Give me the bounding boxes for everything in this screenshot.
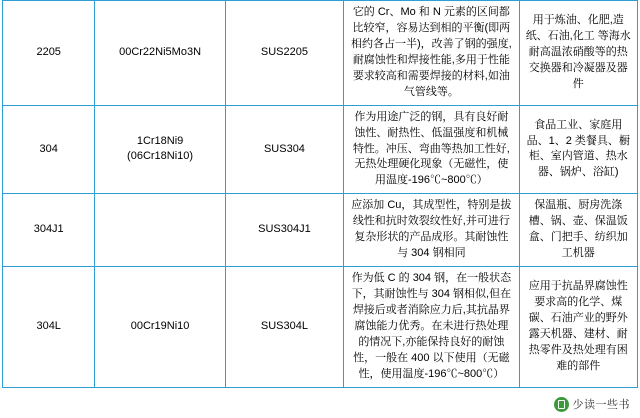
cell-uses: 应用于抗晶界腐蚀性要求高的化学、煤碳、石油产业的野外露天机器、建材、耐热零件及热处理有困难的部件	[519, 267, 637, 388]
cell-grade: 304J1	[3, 194, 95, 267]
cn-code-secondary: (06Cr18Ni10)	[127, 150, 194, 163]
stainless-steel-spec-table	[2, 0, 638, 388]
book-icon	[554, 397, 569, 412]
cell-uses: 用于炼油、化肥,造纸、石油,化工 等海水耐高温浓硝酸等的热交换器和冷凝器及器件	[519, 1, 637, 106]
cell-uses: 保温瓶、厨房洗涤槽、锅、壶、保温饭盒、门把手、纺织加工机器	[519, 194, 637, 267]
cell-properties: 应添加 Cu，其成型性，特别是拔线性和抗时效裂纹性好,并可进行复杂形状的产品成形。其耐蚀性与 304 钢相同	[344, 194, 519, 267]
cell-uses: 食品工业、家庭用品、1、2 类餐具、橱柜、室内管道、热水器、锅炉、浴缸)	[519, 105, 637, 194]
watermark-label: 少读一些书	[572, 399, 630, 411]
cell-sus-code: SUS304L	[225, 267, 343, 388]
cell-cn-code	[95, 194, 225, 267]
watermark	[550, 394, 635, 414]
table-row	[3, 105, 638, 194]
cell-properties: 作为用途广泛的钢，具有良好耐蚀性、耐热性、低温强度和机械特性。冲压、弯曲等热加工性好,无热处理硬化现象（无磁性，使用温度-196℃~800℃）	[344, 105, 519, 194]
cell-properties: 作为低 C 的 304 钢，在一般状态下，其耐蚀性与 304 钢相似,但在焊接后或者消除应力后,其抗晶界腐蚀能力优秀。在未进行热处理的情况下,亦能保持良好的耐蚀性，一般在 400 以下使用（无磁性，使用温度-196℃~800℃）	[344, 267, 519, 388]
cell-sus-code: SUS304	[225, 105, 343, 194]
cell-sus-code: SUS304J1	[225, 194, 343, 267]
cell-cn-code: 00Cr19Ni10	[95, 267, 225, 388]
cell-cn-code: 00Cr22Ni5Mo3N	[95, 1, 225, 106]
cell-cn-code	[95, 105, 225, 194]
cell-grade: 2205	[3, 1, 95, 106]
table-body	[3, 1, 638, 388]
cell-grade: 304	[3, 105, 95, 194]
table-row	[3, 194, 638, 267]
cell-properties: 它的 Cr、Mo 和 N 元素的区间都比较窄，容易达到相的平衡(即两相约各占一半)，改善了钢的强度,耐腐蚀性和焊接性能,多用于性能要求较高和需要焊接的材料,如油气管线等。	[344, 1, 519, 106]
cn-code-primary: 1Cr18Ni9	[136, 134, 184, 147]
cell-grade: 304L	[3, 267, 95, 388]
table-row	[3, 1, 638, 106]
cell-sus-code: SUS2205	[225, 1, 343, 106]
table-row	[3, 267, 638, 388]
